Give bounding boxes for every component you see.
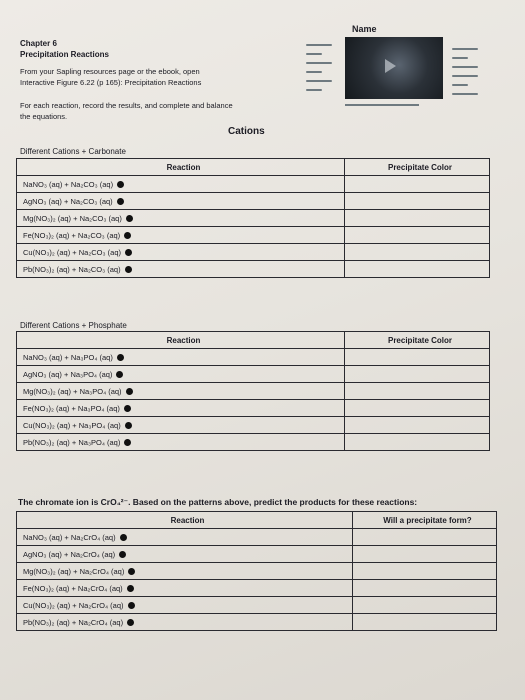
reaction-equation: Fe(NO₃)₂ (aq) + Na₂CrO₄ (aq) xyxy=(23,583,123,593)
table-row xyxy=(17,529,497,546)
play-dot-icon xyxy=(125,249,132,256)
table-row xyxy=(17,227,490,244)
section-title: Cations xyxy=(228,126,265,137)
answer-cell[interactable] xyxy=(353,529,497,546)
reaction-header: Reaction xyxy=(17,159,345,176)
table-row xyxy=(17,210,490,227)
play-dot-icon xyxy=(127,585,134,592)
table-row xyxy=(17,597,497,614)
reaction-cell xyxy=(17,366,345,383)
reaction-equation: Cu(NO₃)₂ (aq) + Na₂CrO₄ (aq) xyxy=(23,600,124,610)
intro-line-2: Interactive Figure 6.22 (p 165): Precipitation Reactions xyxy=(20,78,202,87)
reaction-equation: Fe(NO₃)₂ (aq) + Na₂CO₃ (aq) xyxy=(23,230,121,240)
table-row xyxy=(17,366,490,383)
reaction-equation: Mg(NO₃)₂ (aq) + Na₃PO₄ (aq) xyxy=(23,386,122,396)
table-row xyxy=(17,546,497,563)
play-icon xyxy=(385,59,396,73)
play-dot-icon xyxy=(125,266,132,273)
phosphate-table xyxy=(16,331,490,451)
play-dot-icon xyxy=(124,439,131,446)
play-dot-icon xyxy=(117,181,124,188)
answer-cell[interactable] xyxy=(345,366,490,383)
table-row xyxy=(17,580,497,597)
answer-cell[interactable] xyxy=(353,563,497,580)
name-label: Name xyxy=(352,24,377,34)
reaction-header: Reaction xyxy=(17,332,345,349)
reaction-equation: NaNO₃ (aq) + Na₃PO₄ (aq) xyxy=(23,352,113,362)
reaction-cell xyxy=(17,580,353,597)
answer-cell[interactable] xyxy=(345,244,490,261)
play-dot-icon xyxy=(128,602,135,609)
play-dot-icon xyxy=(128,568,135,575)
carbonate-table xyxy=(16,158,490,278)
table-row xyxy=(17,383,490,400)
figure-side-list-left xyxy=(306,40,332,98)
precipitate-color-header: Precipitate Color xyxy=(345,159,490,176)
answer-cell[interactable] xyxy=(345,210,490,227)
reaction-cell xyxy=(17,529,353,546)
table3-body xyxy=(17,529,497,631)
play-dot-icon xyxy=(116,371,123,378)
reaction-equation: AgNO₃ (aq) + Na₃PO₄ (aq) xyxy=(23,369,113,379)
answer-cell[interactable] xyxy=(345,383,490,400)
answer-cell[interactable] xyxy=(345,261,490,278)
reaction-equation: NaNO₃ (aq) + Na₂CrO₄ (aq) xyxy=(23,532,116,542)
answer-cell[interactable] xyxy=(345,417,490,434)
chapter-heading xyxy=(20,38,109,60)
reaction-cell xyxy=(17,193,345,210)
reaction-cell xyxy=(17,400,345,417)
answer-cell[interactable] xyxy=(345,193,490,210)
reaction-equation: Cu(NO₃)₂ (aq) + Na₃PO₄ (aq) xyxy=(23,420,121,430)
table1-body xyxy=(17,176,490,278)
intro-line-1: From your Sapling resources page or the ebook, open xyxy=(20,67,200,76)
table-row xyxy=(17,193,490,210)
answer-cell[interactable] xyxy=(345,176,490,193)
play-dot-icon xyxy=(126,388,133,395)
table-row xyxy=(17,614,497,631)
table-row xyxy=(17,434,490,451)
answer-cell[interactable] xyxy=(345,434,490,451)
table-row xyxy=(17,349,490,366)
answer-cell[interactable] xyxy=(345,227,490,244)
reaction-equation: Pb(NO₃)₂ (aq) + Na₂CO₃ (aq) xyxy=(23,264,121,274)
table-header-row xyxy=(17,332,490,349)
figure-caption-line xyxy=(345,104,419,106)
reaction-equation: Fe(NO₃)₂ (aq) + Na₃PO₄ (aq) xyxy=(23,403,120,413)
reaction-cell xyxy=(17,383,345,400)
table3-label: The chromate ion is CrO₄²⁻. Based on the patterns above, predict the products for these reactions: xyxy=(18,497,418,507)
answer-cell[interactable] xyxy=(353,546,497,563)
play-dot-icon xyxy=(117,354,124,361)
reaction-cell xyxy=(17,417,345,434)
figure-thumbnail xyxy=(345,37,443,99)
chapter-number: Chapter 6 xyxy=(20,39,57,48)
answer-cell[interactable] xyxy=(353,614,497,631)
reaction-header: Reaction xyxy=(17,512,353,529)
play-dot-icon xyxy=(127,619,134,626)
play-dot-icon xyxy=(126,215,133,222)
play-dot-icon xyxy=(119,551,126,558)
table-row xyxy=(17,244,490,261)
reaction-equation: AgNO₃ (aq) + Na₂CrO₄ (aq) xyxy=(23,549,116,559)
table-row xyxy=(17,563,497,580)
reaction-cell xyxy=(17,563,353,580)
table-row xyxy=(17,417,490,434)
reaction-cell xyxy=(17,546,353,563)
reaction-cell xyxy=(17,614,353,631)
reaction-equation: Mg(NO₃)₂ (aq) + Na₂CrO₄ (aq) xyxy=(23,566,125,576)
instructions-text xyxy=(20,100,233,122)
play-dot-icon xyxy=(125,422,132,429)
table-row xyxy=(17,400,490,417)
reaction-equation: Pb(NO₃)₂ (aq) + Na₃PO₄ (aq) xyxy=(23,437,121,447)
reaction-cell xyxy=(17,597,353,614)
answer-cell[interactable] xyxy=(353,580,497,597)
reaction-cell xyxy=(17,434,345,451)
reaction-cell xyxy=(17,227,345,244)
precipitate-color-header: Precipitate Color xyxy=(345,332,490,349)
table2-body xyxy=(17,349,490,451)
instructions-line-2: the equations. xyxy=(20,112,68,121)
table2-label: Different Cations + Phosphate xyxy=(20,321,127,330)
table-header-row xyxy=(17,512,497,529)
reaction-cell xyxy=(17,261,345,278)
play-dot-icon xyxy=(124,232,131,239)
chapter-subtitle: Precipitation Reactions xyxy=(20,50,109,59)
chromate-table xyxy=(16,511,497,631)
answer-cell[interactable] xyxy=(345,400,490,417)
table-header-row xyxy=(17,159,490,176)
intro-text xyxy=(20,66,201,88)
figure-side-list-right xyxy=(452,44,478,102)
reaction-equation: Cu(NO₃)₂ (aq) + Na₂CO₃ (aq) xyxy=(23,247,121,257)
play-dot-icon xyxy=(124,405,131,412)
table1-label: Different Cations + Carbonate xyxy=(20,147,126,156)
table-row xyxy=(17,261,490,278)
reaction-equation: NaNO₃ (aq) + Na₂CO₃ (aq) xyxy=(23,179,114,189)
reaction-equation: Pb(NO₃)₂ (aq) + Na₂CrO₄ (aq) xyxy=(23,617,124,627)
reaction-cell xyxy=(17,210,345,227)
answer-cell[interactable] xyxy=(345,349,490,366)
reaction-cell xyxy=(17,349,345,366)
table-row xyxy=(17,176,490,193)
will-precipitate-header: Will a precipitate form? xyxy=(353,512,497,529)
play-dot-icon xyxy=(120,534,127,541)
reaction-equation: AgNO₃ (aq) + Na₂CO₃ (aq) xyxy=(23,196,113,206)
answer-cell[interactable] xyxy=(353,597,497,614)
instructions-line-1: For each reaction, record the results, and complete and balance xyxy=(20,101,233,110)
play-dot-icon xyxy=(117,198,124,205)
reaction-equation: Mg(NO₃)₂ (aq) + Na₂CO₃ (aq) xyxy=(23,213,122,223)
reaction-cell xyxy=(17,244,345,261)
reaction-cell xyxy=(17,176,345,193)
